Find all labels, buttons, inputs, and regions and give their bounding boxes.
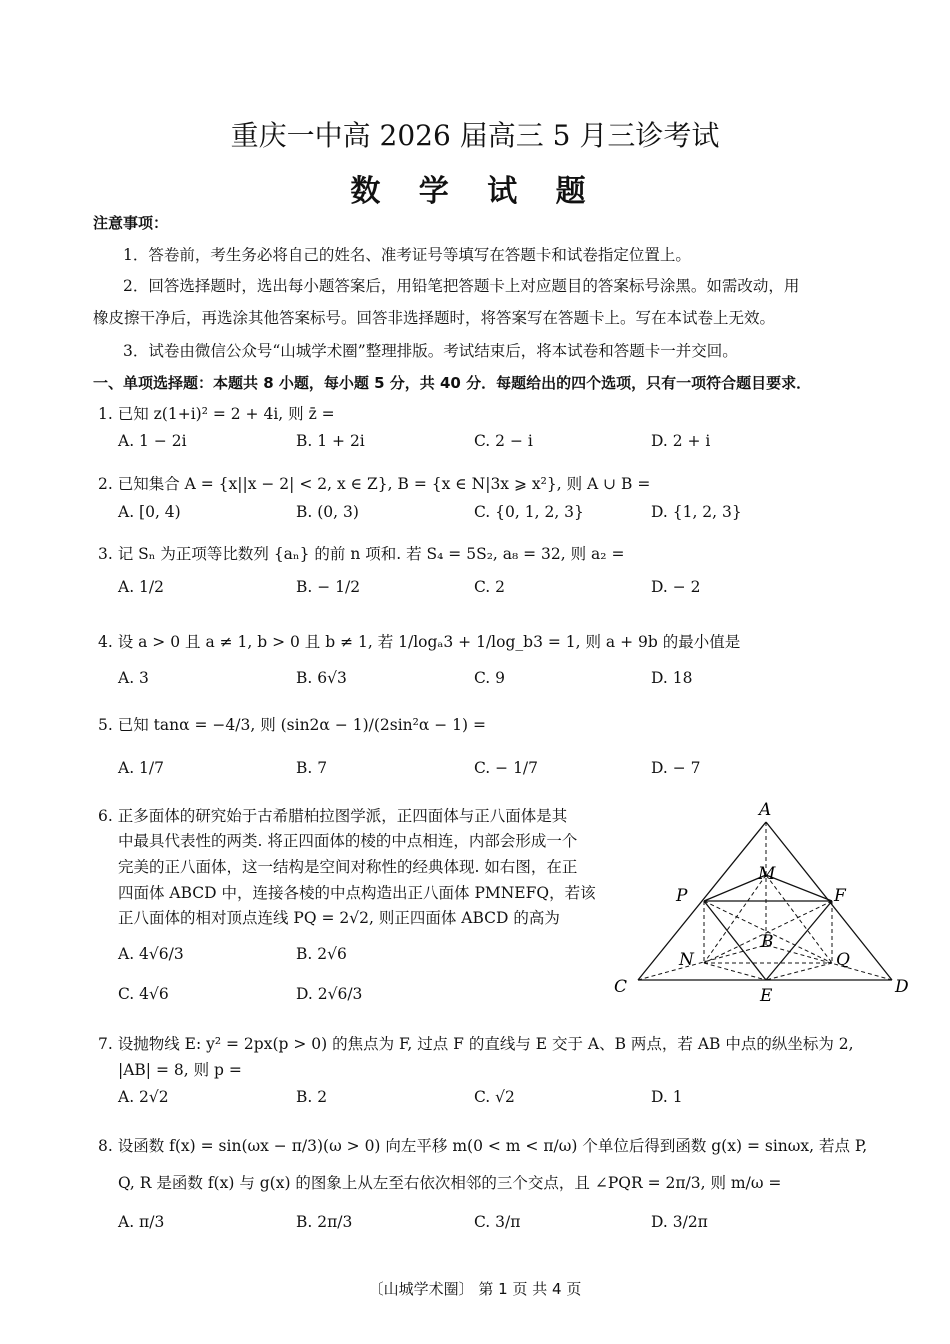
q3-option-b: B. − 1/2 [296, 578, 361, 596]
q5-option-c: C. − 1/7 [474, 759, 539, 777]
q8-option-c: C. 3/π [474, 1213, 521, 1231]
question-6-stem-line-1: 6. 正多面体的研究始于古希腊柏拉图学派，正四面体与正八面体是其 [98, 807, 568, 825]
q6-option-d: D. 2√6/3 [296, 985, 363, 1003]
notice-item-1: 1．答卷前，考生务必将自己的姓名、准考证号等填写在答题卡和试卷指定位置上。 [123, 246, 691, 264]
q7-option-d: D. 1 [651, 1088, 683, 1106]
question-2-stem: 2. 已知集合 A = {x||x − 2| < 2, x ∈ Z}, B = {x ∈ N|3x ⩾ x²}, 则 A ∪ B = [98, 475, 651, 493]
question-7-stem-line-2: |AB| = 8, 则 p = [118, 1061, 242, 1079]
q3-option-c: C. 2 [474, 578, 506, 596]
label-d: D [895, 977, 909, 997]
question-5-stem: 5. 已知 tanα = −4/3, 则 (sin2α − 1)/(2sin²α − 1) = [98, 716, 487, 734]
q5-option-b: B. 7 [296, 759, 328, 777]
notice-item-3: 3．试卷由微信公众号“山城学术圈”整理排版。考试结束后，将本试卷和答题卡一并交回。 [123, 342, 738, 360]
q6-option-c: C. 4√6 [118, 985, 169, 1003]
notice-item-2: 2．回答选择题时，选出每小题答案后，用铅笔把答题卡上对应题目的答案标号涂黑。如需改动，用 [123, 277, 800, 295]
label-f: F [834, 886, 846, 906]
question-6-stem-line-4: 四面体 ABCD 中，连接各棱的中点构造出正八面体 PMNEFQ，若该 [118, 884, 596, 902]
q8-option-a: A. π/3 [118, 1213, 165, 1231]
q3-option-a: A. 1/2 [118, 578, 164, 596]
label-p: P [676, 886, 688, 906]
q3-option-d: D. − 2 [651, 578, 701, 596]
q6-option-a: A. 4√6/3 [118, 945, 184, 963]
question-3-stem: 3. 记 Sₙ 为正项等比数列 {aₙ} 的前 n 项和. 若 S₄ = 5S₂, a₈ = 32, 则 a₂ = [98, 545, 625, 563]
q4-option-b: B. 6√3 [296, 669, 347, 687]
q4-option-a: A. 3 [118, 669, 149, 687]
question-7-stem-line-1: 7. 设抛物线 E: y² = 2px(p > 0) 的焦点为 F, 过点 F 的直线与 E 交于 A、B 两点，若 AB 中点的纵坐标为 2, [98, 1035, 854, 1053]
label-q: Q [836, 950, 850, 970]
q4-option-c: C. 9 [474, 669, 506, 687]
page-footer: 〔山城学术圈〕 第 1 页 共 4 页 [368, 1280, 582, 1298]
tetrahedron-figure [600, 795, 930, 1010]
label-b: B [761, 932, 774, 952]
q2-option-b: B. (0, 3) [296, 503, 359, 521]
q6-option-b: B. 2√6 [296, 945, 347, 963]
q5-option-d: D. − 7 [651, 759, 701, 777]
label-n: N [679, 950, 694, 970]
page-title: 重庆一中高 2026 届高三 5 月三诊考试 [230, 119, 720, 152]
label-c: C [614, 977, 628, 997]
q8-option-b: B. 2π/3 [296, 1213, 353, 1231]
question-1-stem: 1. 已知 z(1+i)² = 2 + 4i, 则 z̄ = [98, 405, 335, 423]
q1-option-c: C. 2 − i [474, 432, 533, 450]
question-4-stem: 4. 设 a > 0 且 a ≠ 1, b > 0 且 b ≠ 1, 若 1/logₐ3 + 1/log_b3 = 1, 则 a + 9b 的最小值是 [98, 633, 741, 651]
section-heading: 一、单项选择题：本题共 8 小题，每小题 5 分，共 40 分．每题给出的四个选项，只有一项符合题目要求． [93, 374, 812, 392]
q4-option-d: D. 18 [651, 669, 693, 687]
q2-option-d: D. {1, 2, 3} [651, 503, 742, 521]
question-8-stem-line-2: Q, R 是函数 f(x) 与 g(x) 的图象上从左至右依次相邻的三个交点，且 ∠PQR = 2π/3, 则 m/ω = [118, 1174, 782, 1192]
q1-option-d: D. 2 + i [651, 432, 711, 450]
label-m: M [758, 864, 776, 884]
label-a: A [759, 800, 772, 820]
notice-item-2-cont: 橡皮擦干净后，再选涂其他答案标号。回答非选择题时，将答案写在答题卡上。写在本试卷上无效。 [93, 309, 776, 327]
question-6-stem-line-5: 正八面体的相对顶点连线 PQ = 2√2, 则正四面体 ABCD 的高为 [118, 909, 560, 927]
q7-option-c: C. √2 [474, 1088, 515, 1106]
page-subtitle: 数 学 试 题 [350, 174, 600, 209]
q5-option-a: A. 1/7 [118, 759, 164, 777]
q1-option-b: B. 1 + 2i [296, 432, 365, 450]
question-6-stem-line-2: 中最具代表性的两类. 将正四面体的棱的中点相连，内部会形成一个 [118, 832, 578, 850]
q8-option-d: D. 3/2π [651, 1213, 708, 1231]
notice-heading: 注意事项： [93, 214, 169, 232]
q2-option-c: C. {0, 1, 2, 3} [474, 503, 584, 521]
question-8-stem-line-1: 8. 设函数 f(x) = sin(ωx − π/3)(ω > 0) 向左平移 m(0 < m < π/ω) 个单位后得到函数 g(x) = sinωx, 若点 P, [98, 1137, 868, 1155]
question-6-stem-line-3: 完美的正八面体，这一结构是空间对称性的经典体现. 如右图，在正 [118, 858, 578, 876]
q7-option-b: B. 2 [296, 1088, 328, 1106]
q7-option-a: A. 2√2 [118, 1088, 169, 1106]
q1-option-a: A. 1 − 2i [118, 432, 187, 450]
label-e: E [760, 986, 773, 1006]
q2-option-a: A. [0, 4) [118, 503, 181, 521]
